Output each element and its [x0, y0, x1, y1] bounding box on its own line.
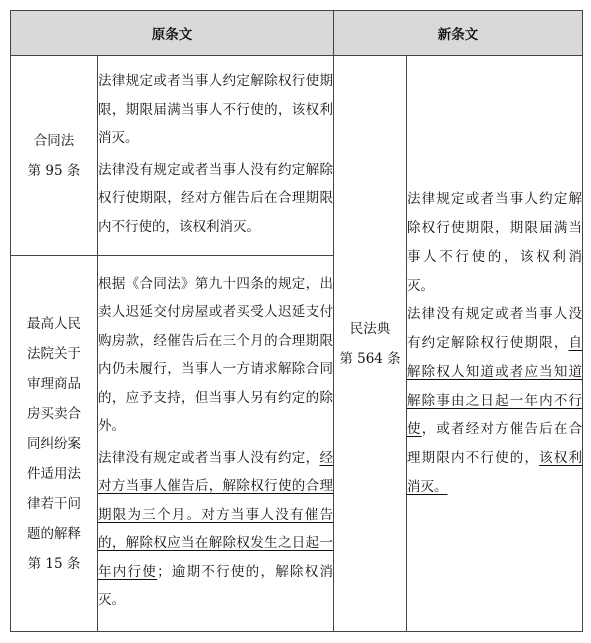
source-line: 同纠纷案 — [27, 435, 81, 452]
header-row — [11, 11, 583, 56]
new-source-cell — [334, 56, 407, 632]
source-line: 第 95 条 — [27, 162, 81, 179]
new-text-cell — [407, 56, 583, 632]
header-new: 新条文 — [334, 11, 583, 56]
source-line: 房买卖合 — [27, 405, 81, 422]
source-line: 律若干问 — [27, 495, 81, 512]
underlined-text: 经对方当事人催告后，解除权行使的合理期限为三个月。对方当事人没有催告的，解除权应当在解除权发生之日起一年内行使 — [98, 449, 333, 580]
clause-text: 或者经对方催告后在合理期限内不行使的， — [407, 421, 583, 467]
text-cell — [98, 256, 334, 632]
clause-text: 法律规定或者当事人约定解除权行使期限，期限届满当事人不行使的，该权利消灭。 — [407, 191, 582, 294]
source-line: 最高人民 — [27, 315, 81, 332]
source-line: 审理商品 — [27, 375, 81, 392]
clause-text: 法律没有规定或者当事人没有约定， — [98, 449, 320, 466]
clause-text: 法律没有规定或者当事人没有约定解除权行使期限， — [407, 306, 582, 352]
source-cell — [11, 56, 98, 256]
clause-text: 法律没有规定或者当事人没有约定解除权行使期限，经对方催告后在合理期限内不行使的，该权利消灭。 — [98, 161, 333, 235]
clause-paragraph — [98, 67, 333, 153]
source-line: 题的解释 — [27, 525, 81, 542]
source-line: 合同法 — [33, 132, 75, 149]
clause-text: 根据《合同法》第九十四条的规定，出卖人迟延交付房屋或者买受人迟延支付购房款，经催告后在三个月的合理期限内仍未履行，当事人一方请求解除合同的，应予支持，但当事人另有约定的除外。 — [98, 275, 333, 434]
source-line: 第 564 条 — [339, 350, 401, 367]
underlined-text: 自解除权人知道或者应当知道解除事由之日起一年内不行使 — [407, 335, 582, 438]
source-line: 法院关于 — [27, 345, 81, 362]
clause-text: ， — [421, 421, 437, 438]
text-cell — [98, 56, 334, 256]
source-line: 第 15 条 — [27, 555, 81, 572]
table-row — [11, 56, 583, 256]
comparison-table — [10, 10, 583, 632]
clause-paragraph — [407, 185, 582, 300]
header-old: 原条文 — [11, 11, 334, 56]
clause-text: ；逾期不行使的，解除权消灭。 — [98, 563, 334, 608]
clause-text: 法律规定或者当事人约定解除权行使期限，期限届满当事人不行使的，该权利消灭。 — [98, 73, 333, 146]
source-line: 件适用法 — [27, 465, 81, 482]
clause-paragraph — [98, 444, 333, 615]
source-cell — [11, 256, 98, 632]
underlined-text: 该权利消灭。 — [407, 450, 583, 496]
clause-paragraph — [98, 270, 333, 441]
clause-paragraph — [98, 156, 333, 242]
clause-paragraph — [407, 300, 582, 502]
source-line: 民法典 — [349, 320, 391, 337]
